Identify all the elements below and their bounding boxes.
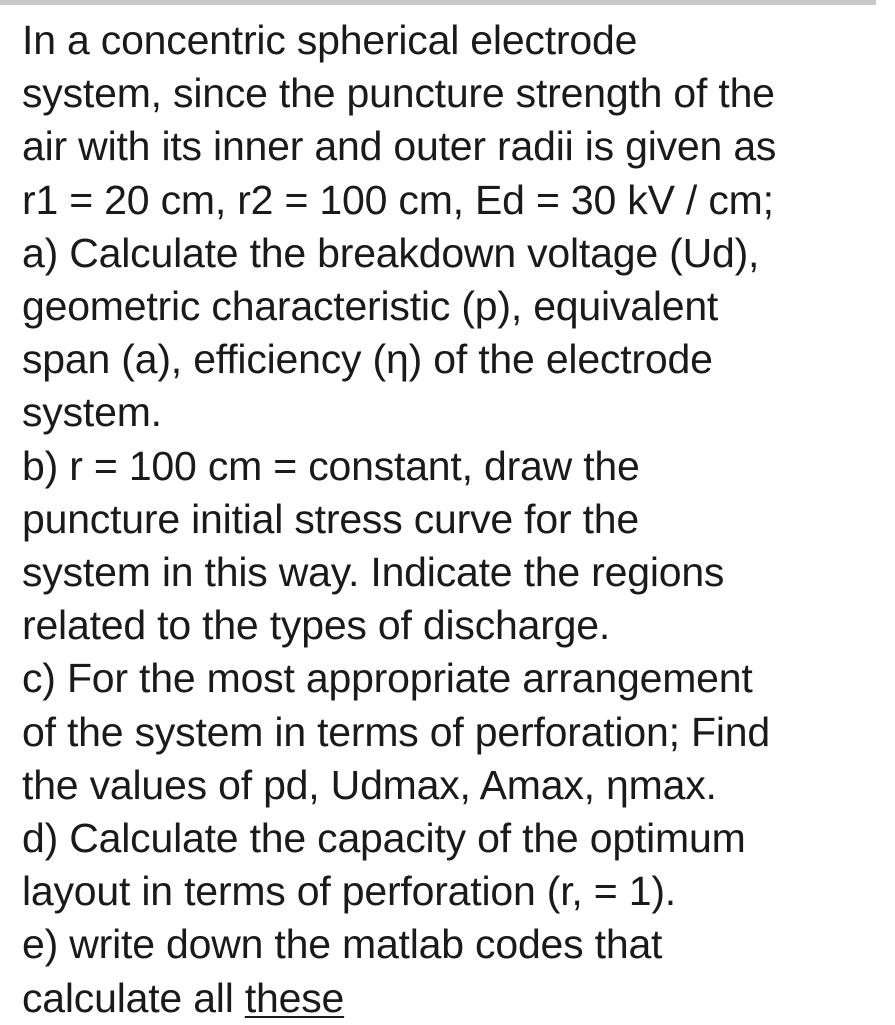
text-line: puncture initial stress curve for the (22, 495, 639, 542)
text-line: e) write down the matlab codes that (22, 921, 663, 968)
text-line: b) r = 100 cm = constant, draw the (22, 442, 640, 489)
text-line: d) Calculate the capacity of the optimum (22, 815, 746, 862)
text-line: r1 = 20 cm, r2 = 100 cm, Ed = 30 kV / cm; (22, 176, 774, 223)
underlined-word: these (244, 974, 345, 1021)
text-line: geometric characteristic (p), equivalent (22, 283, 719, 330)
text-line: of the system in terms of perforation; Find (22, 708, 770, 755)
text-line: layout in terms of perforation (r, = 1). (22, 868, 676, 915)
text-line: In a concentric spherical electrode (22, 17, 638, 63)
text-line-last (22, 972, 884, 1025)
text-line: system. (22, 389, 162, 436)
text-line: related to the types of discharge. (22, 602, 611, 649)
text-line: system, since the puncture strength of the (22, 70, 775, 117)
text-line: system in this way. Indicate the regions (22, 549, 725, 596)
text-line: air with its inner and outer radii is given as (22, 123, 777, 170)
text-line: span (a), efficiency (η) of the electrode (22, 336, 713, 383)
text-line: a) Calculate the breakdown voltage (Ud), (22, 229, 760, 276)
last-line-prefix: calculate all (22, 974, 245, 1021)
top-divider-bar (0, 0, 876, 5)
text-line: c) For the most appropriate arrangement (22, 655, 753, 702)
text-line: the values of pd, Udmax, Amax, ηmax. (22, 761, 717, 808)
problem-text (22, 14, 884, 1025)
